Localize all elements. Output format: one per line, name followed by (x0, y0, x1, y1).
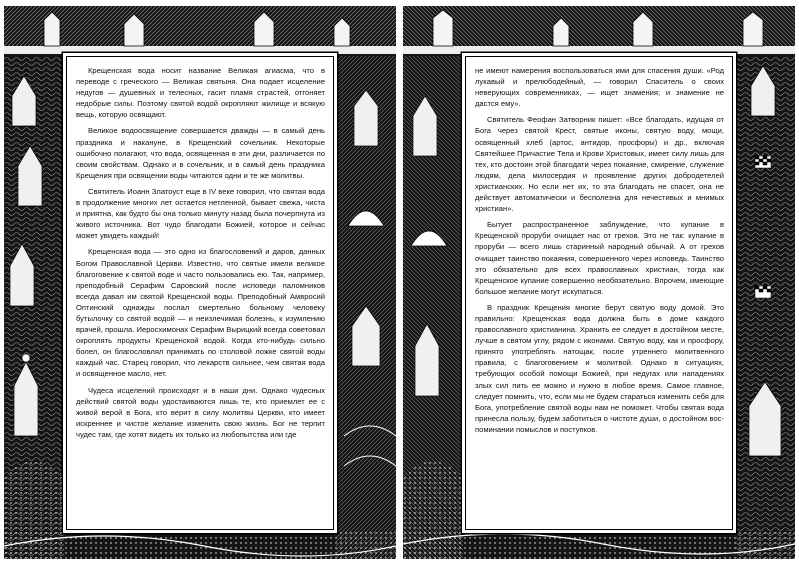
right-paragraph-2: Бытует распространенное заблуждение, что купание в Крещенской проруби очищает нас от грехов. Это не так: купание в проруби — всего лишь старинный народный обычай. А от грехов очищает таинство покаяния, совершенного через исповедь. Таинство это обязательно для всех православных христиан, тогда как Крещенское купание совершенно необязательно. Впрочем, имеющие большое желание могут искупаться. (475, 220, 724, 296)
left-text-frame (66, 56, 334, 530)
left-paragraph-2: Великое водоосвящение совершается дважды — в самый день праздника и накануне, в Крещенский сочельник. Некоторые ошибочно полагают, что вода, освященная в эти дни, различается по своим свойствам. Однако и в сочельник, и в самый день праздника Крещения при освящении воды читаются одни и те же молитвы. (76, 126, 325, 180)
right-paragraph-1: Святитель Феофан Затворник пишет: «Все благодать, идущая от Бога через святой Крест, святые иконы, святую воду, мощи, освященный хлеб (артос, антидор, просфоры) и др., включая Святейшее Причастие Тела и Крови Христовых, имеет силу лишь для тех, кто достоин этой благодати через покаяние, смирение, служение людям, дела милосердия и проявление других добродетелей христианских. Но если нет их, то эта благодать не спасет, она не действует автоматически и бесполезна для нечестивых и мнимых христиан». (475, 115, 724, 214)
right-page (403, 6, 795, 559)
right-text-frame (465, 56, 733, 530)
right-paragraph-3: В праздник Крещения многие берут святую воду домой. Это правильно: Крещенская вода должна быть в доме каждого православного христианина. Хранить ее следует в достойном месте, лучше в святом углу, рядом с иконами. Святую воду, как и просфору, принято употреблять натощак, после утреннего молитвенного правила, с благоговением и молитвой. Однако в ситуациях, требующих особой помощи Божией, при недугах или нападениях злых сил пить ее можно и нужно в любое время. Самое главное, следует помнить, что, если мы не будем стараться изменить себя для Бога, употребление святой воды нам не поможет. Чтобы святая вода принесла пользу, будем заботиться о чистоте души, о достойном воспоминании помыслов и поступков. (475, 302, 724, 434)
left-paragraph-3: Святитель Иоанн Златоуст еще в IV веке говорил, что святая вода в продолжение многих лет остается нетленной, бывает свежа, чиста и приятна, как будто бы она только минуту назад была почерпнута из живого источника. Вот чудо благодати Божией, которое и сейчас может увидеть каждый! (76, 186, 325, 241)
left-paragraph-4: Крещенская вода — это одно из благословений и даров, данных Богом Православной Церкви. Известно, что святые имели великое благоговение к святой воде и часто пользовались ею. Так, например, преподобный Серафим Саровский после исповеди паломников всегда давал им святой Крещенской воды. Преподобный Амвросий Оптинский однажды послал смертельно больному человеку бутылочку со святой водой — и неизлечимая болезнь, к изумлению врачей, прошла. Иеросхимонах Серафим Вырицкий всегда советовал окроплять продукты Крещенской водой. Когда кто-нибудь сильно болел, он благословлял принимать по столовой ложке святой воды каждый час. Старец говорил, что лекарств сильнее, чем святая вода и освященное масло, нет. (76, 247, 325, 379)
left-paragraph-1: Крещенская вода носит название Великая агиасма, что в переводе с греческого — Великая святыня. Она подает исцеление недугов — душевных и телесных, гасит пламя страстей, отгоняет недобрые силы. Поэтому святой водой окропляют жилище и всякую вещь, которую освящают. (76, 66, 325, 120)
left-paragraph-5: Чудеса исцелений происходят и в наши дни. Однако чудесных действий святой воды удостаиваются лишь те, кто приемлет ее с живой верой в Бога, кто верит в силу молитвы Церкви, кто имеет искреннее и чистое желание изменить свою жизнь. Бог не терпит чудес там, где хотят видеть их только из любопытства или где (76, 385, 325, 439)
right-paragraph-continuation: не имеют намерения воспользоваться ими для спасения души. «Род лукавый и прелюбодейный, — говорил Спаситель о своих неверующих современниках, — ищет знамения; и знамение не дастся ему». (475, 66, 724, 109)
left-page (4, 6, 396, 559)
